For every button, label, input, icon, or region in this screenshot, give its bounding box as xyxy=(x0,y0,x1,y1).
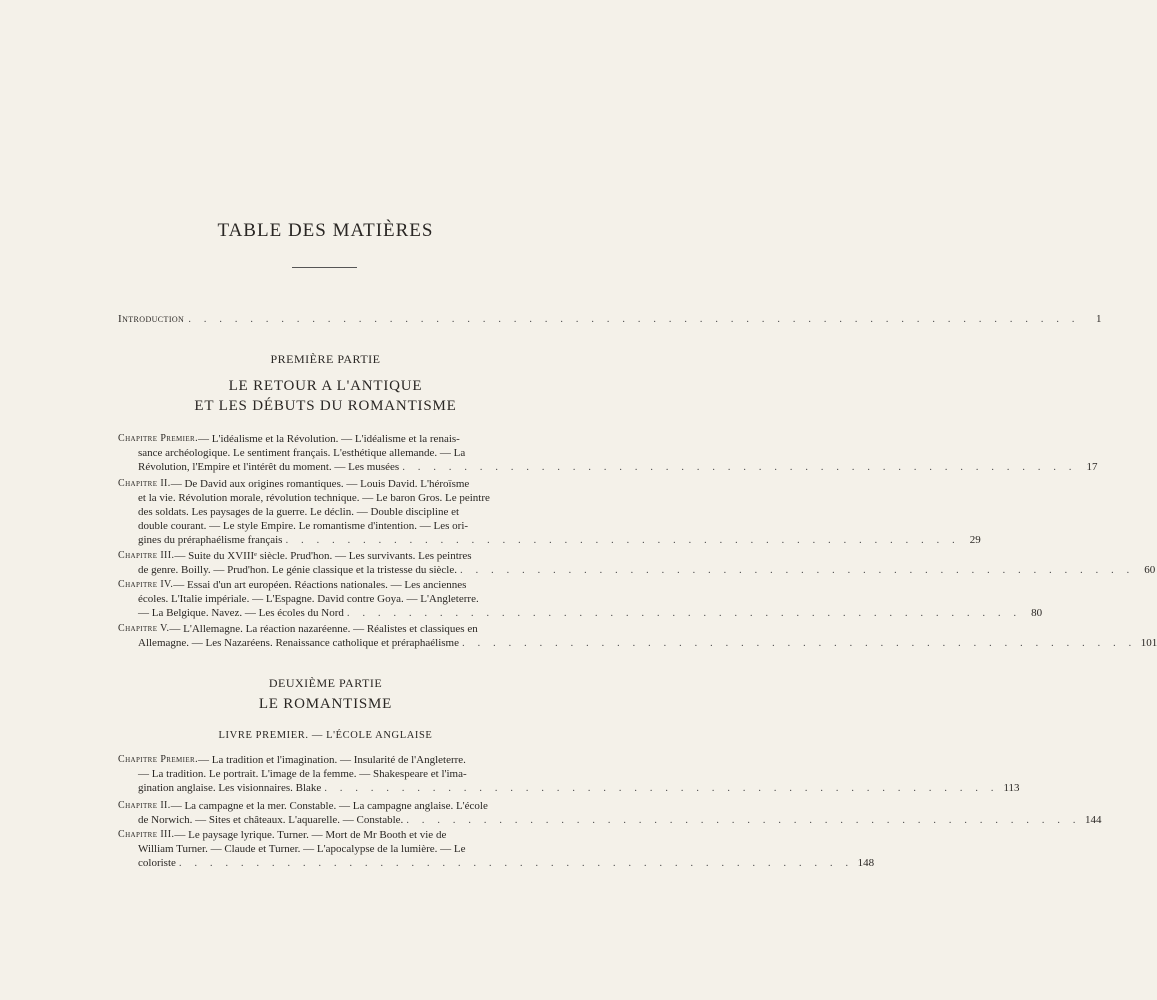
chapter-text: de genre. Boilly. — Prud'hon. Le génie classique et la tristesse du siècle. xyxy=(138,564,457,576)
leader-dots: . . . . . . . . . . . . . . . . . . . . . . . . . . . . . . . . . . . . . . . . . . . . xyxy=(402,461,1077,473)
chapter-text: — De David aux origines romantiques. — Louis David. L'héroïsme xyxy=(170,478,470,490)
chapter-line xyxy=(118,813,1102,827)
chapter-text: et la vie. Révolution morale, révolution technique. — Le baron Gros. Le peintre xyxy=(138,492,490,504)
chapter-text: — Essai d'un art européen. Réactions nationales. — Les anciennes xyxy=(173,579,467,591)
chapter-text: gines du préraphaélisme français xyxy=(138,534,283,546)
chapter-line xyxy=(118,636,1157,650)
part2-label: DEUXIÈME PARTIE xyxy=(268,676,383,690)
toc-entry-chapter[interactable] xyxy=(118,828,875,870)
chapter-line xyxy=(118,856,875,870)
chapter-line xyxy=(118,491,612,505)
toc-entry-chapter[interactable] xyxy=(118,753,1020,795)
toc-entry-chapter[interactable] xyxy=(118,432,1098,474)
book-label: LIVRE PREMIER. — L'ÉCOLE ANGLAISE xyxy=(218,730,433,741)
chapter-line xyxy=(118,519,612,533)
part1-title-line1: LE RETOUR A L'ANTIQUE xyxy=(228,378,423,394)
chapter-line xyxy=(118,460,1098,474)
chapter-line xyxy=(118,753,612,767)
chapter-line xyxy=(118,592,612,606)
title-rule xyxy=(292,267,357,268)
chapter-heading: Chapitre IV. xyxy=(118,579,174,590)
toc-entry-chapter[interactable] xyxy=(118,477,981,547)
chapter-page-number: 17 xyxy=(1086,461,1098,473)
part1-label: PREMIÈRE PARTIE xyxy=(270,352,381,366)
chapter-text: Révolution, l'Empire et l'intérêt du moment. — Les musées xyxy=(138,461,400,473)
chapter-text: gination anglaise. Les visionnaires. Blake xyxy=(138,782,322,794)
toc-entry-chapter[interactable] xyxy=(118,549,1156,577)
leader-dots: . . . . . . . . . . . . . . . . . . . . . . . . . . . . . . . . . . . . . . . . . . . . . . . . . . . . . . . . . . xyxy=(188,313,1080,325)
leader-dots: . . . . . . . . . . . . . . . . . . . . . . . . . . . . . . . . . . . . . . . . . . . . xyxy=(462,637,1137,649)
chapter-heading: Chapitre III. xyxy=(118,829,175,840)
leader-dots: . . . . . . . . . . . . . . . . . . . . . . . . . . . . . . . . . . . . . . . . . . . . xyxy=(406,814,1081,826)
chapter-line xyxy=(118,606,1043,620)
page-title: TABLE DES MATIÈRES xyxy=(217,220,434,241)
chapter-text: double courant. — Le style Empire. Le romantisme d'intention. — Les ori- xyxy=(138,520,469,532)
chapter-text: — Le paysage lyrique. Turner. — Mort de Mr Booth et vie de xyxy=(174,829,447,841)
chapter-text: — La Belgique. Navez. — Les écoles du Nord xyxy=(138,607,344,619)
leader-dots: . . . . . . . . . . . . . . . . . . . . . . . . . . . . . . . . . . . . . . . . . . . . xyxy=(178,857,854,869)
chapter-line xyxy=(118,781,1020,795)
leader-dots: . . . . . . . . . . . . . . . . . . . . . . . . . . . . . . . . . . . . . . . . . . . . xyxy=(324,782,999,794)
toc-entry-chapter[interactable] xyxy=(118,799,1102,827)
toc-entry-chapter[interactable] xyxy=(118,622,1157,650)
toc-entry-chapter[interactable] xyxy=(118,578,1043,620)
chapter-text: — L'Allemagne. La réaction nazaréenne. — Réalistes et classiques en xyxy=(169,623,478,635)
chapter-text: — La campagne et la mer. Constable. — La campagne anglaise. L'école xyxy=(170,800,488,812)
chapter-line xyxy=(118,767,612,781)
leader-dots: . . . . . . . . . . . . . . . . . . . . . . . . . . . . . . . . . . . . . . . . . . . . xyxy=(285,534,960,546)
chapter-text: William Turner. — Claude et Turner. — L'apocalypse de la lumière. — Le xyxy=(138,843,466,855)
chapter-line xyxy=(118,799,612,813)
chapter-heading: Chapitre Premier. xyxy=(118,754,199,765)
chapter-heading: Chapitre II. xyxy=(118,478,171,489)
chapter-page-number: 80 xyxy=(1031,607,1043,619)
chapter-text: sance archéologique. Le sentiment français. L'esthétique allemande. — La xyxy=(138,447,466,459)
chapter-line xyxy=(118,622,612,636)
chapter-text: coloriste xyxy=(138,857,176,869)
chapter-heading: Chapitre V. xyxy=(118,623,170,634)
chapter-line xyxy=(118,828,612,842)
chapter-line xyxy=(118,578,612,592)
chapter-line xyxy=(118,842,612,856)
chapter-line xyxy=(118,477,612,491)
leader-dots: . . . . . . . . . . . . . . . . . . . . . . . . . . . . . . . . . . . . . . . . . . . . xyxy=(346,607,1022,619)
entry-label: Introduction xyxy=(118,313,185,325)
chapter-line xyxy=(118,446,612,460)
chapter-text: — L'idéalisme et la Révolution. — L'idéalisme et la renais- xyxy=(198,433,460,445)
chapter-text: — La tradition. Le portrait. L'image de la femme. — Shakespeare et l'ima- xyxy=(138,768,467,780)
toc-entry-introduction[interactable] xyxy=(118,312,1102,327)
entry-page: 1 xyxy=(1096,313,1102,325)
chapter-page-number: 101 xyxy=(1140,637,1157,649)
chapter-line xyxy=(118,505,612,519)
chapter-text: écoles. L'Italie impériale. — L'Espagne. David contre Goya. — L'Angleterre. xyxy=(138,593,479,605)
chapter-line xyxy=(118,549,612,563)
chapter-heading: Chapitre III. xyxy=(118,550,175,561)
chapter-page-number: 148 xyxy=(857,857,875,869)
chapter-line xyxy=(118,432,612,446)
chapter-text: Allemagne. — Les Nazaréens. Renaissance catholique et préraphaélisme xyxy=(138,637,459,649)
part1-title-line2: ET LES DÉBUTS DU ROMANTISME xyxy=(194,398,457,414)
chapter-page-number: 60 xyxy=(1144,564,1156,576)
chapter-page-number: 29 xyxy=(969,534,981,546)
chapter-text: — La tradition et l'imagination. — Insularité de l'Angleterre. xyxy=(198,754,466,766)
chapter-text: — Suite du XVIIIᵉ siècle. Prud'hon. — Les survivants. Les peintres xyxy=(174,550,472,562)
chapter-line xyxy=(118,533,981,547)
chapter-page-number: 144 xyxy=(1085,814,1102,826)
chapter-line xyxy=(118,563,1156,577)
chapter-page-number: 113 xyxy=(1003,782,1020,794)
chapter-text: de Norwich. — Sites et châteaux. L'aquarelle. — Constable. xyxy=(138,814,404,826)
leader-dots: . . . . . . . . . . . . . . . . . . . . . . . . . . . . . . . . . . . . . . . . . . . . xyxy=(459,564,1135,576)
chapter-heading: Chapitre Premier. xyxy=(118,433,199,444)
chapter-heading: Chapitre II. xyxy=(118,800,171,811)
part2-title: LE ROMANTISME xyxy=(258,696,393,712)
chapter-text: des soldats. Les paysages de la guerre. Le déclin. — Double discipline et xyxy=(138,506,460,518)
